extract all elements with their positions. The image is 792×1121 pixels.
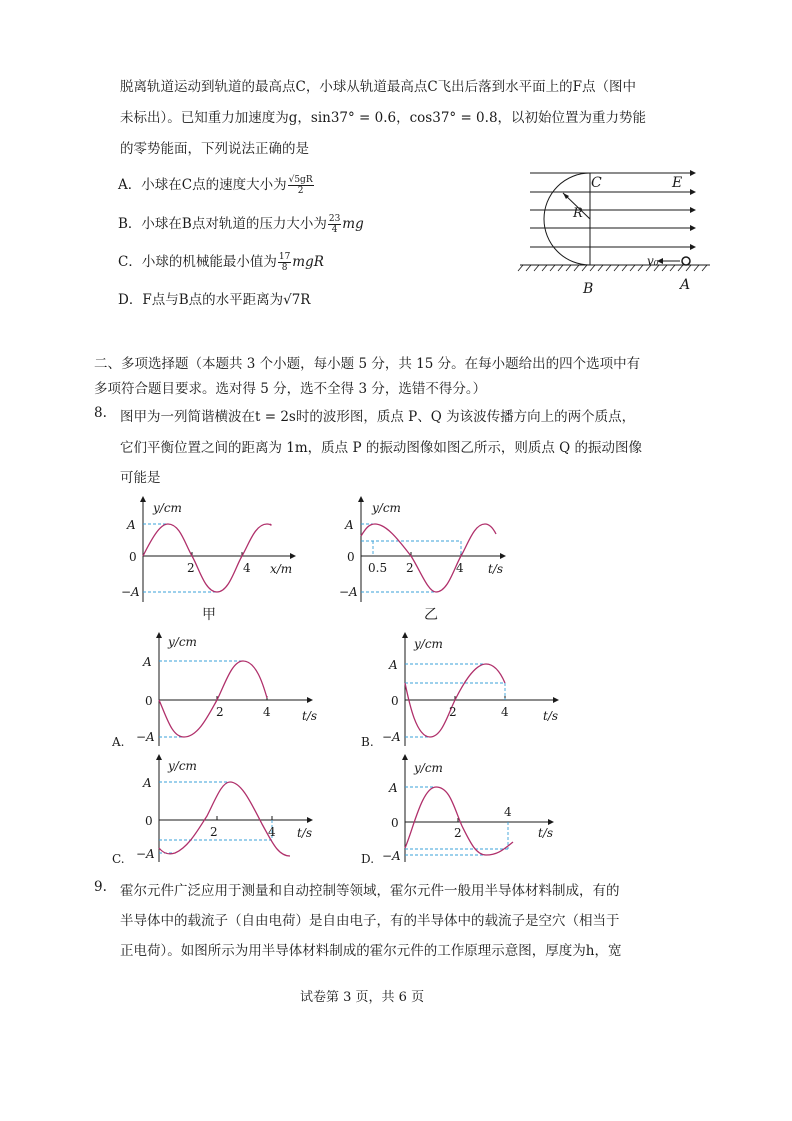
option-a-graph [112,628,327,753]
tick-2: 2 [406,561,414,575]
q7-option-c-numerator: 17 [278,252,291,262]
neg-amp-label: −A [121,585,140,599]
tick-4: 4 [504,805,512,819]
label-r: R [573,206,583,221]
neg-amp-label: −A [136,847,155,861]
zero-label: 0 [347,550,355,564]
option-d-label: D. [361,852,375,866]
option-a-label: A. [112,735,125,749]
amp-label: A [389,658,398,672]
q7-stem-line3: 的零势能面，下列说法正确的是 [120,141,309,157]
label-b: B [583,281,594,295]
wave-curve [143,524,271,592]
q7-option-a [118,173,315,196]
neg-amp-label: −A [339,585,358,599]
option-c-curve [159,782,290,856]
q9-line1: 霍尔元件广泛应用于测量和自动控制等领域，霍尔元件一般用半导体材料制成，有的 [120,883,620,899]
label-v0: v₀ [647,254,659,268]
q7-stem-line1: 脱离轨道运动到轨道的最高点C，小球从轨道最高点C飞出后落到水平面上的F点（图中 [120,79,637,95]
page-footer: 试卷第 3 页，共 6 页 [300,990,425,1005]
q8-number: 8. [94,405,107,421]
tick-4: 4 [456,561,464,575]
q7-stem-line2: 未标出）。已知重力加速度为g，sin37° = 0.6，cos37° = 0.8，以初始位置为重力势能 [120,110,647,126]
x-axis-label: t/s [543,709,559,723]
q7-option-b-denominator: 4 [331,225,338,235]
q7-option-d: D．F点与B点的水平距离为√7R [118,292,311,308]
option-b-label: B. [361,735,374,749]
vibration-curve-p [361,524,496,592]
option-c-label: C. [112,852,125,866]
zero-label: 0 [145,694,153,708]
q9-line2: 半导体中的载流子（自由电荷）是自由电子，有的半导体中的载流子是空穴（相当于 [120,913,620,929]
option-a-curve [159,661,267,737]
zero-label: 0 [145,814,153,828]
ball [682,257,690,265]
neg-amp-label: −A [382,849,401,863]
y-axis-label: y/cm [414,761,443,775]
section2-line1: 二、多项选择题（本题共 3 个小题，每小题 5 分，共 15 分。在每小题给出的四个选项中有 [94,356,641,372]
neg-amp-label: −A [136,730,155,744]
y-axis-label: y/cm [414,637,443,651]
tick-4: 4 [268,825,276,839]
y-axis-label: y/cm [168,635,197,649]
semicircle-track [544,173,590,265]
label-a: A [680,277,691,293]
amp-label: A [127,518,136,532]
amp-label: A [389,781,398,795]
zero-label: 0 [129,550,137,564]
y-axis-label: y/cm [168,759,197,773]
y-axis-label: y/cm [372,501,401,515]
q7-option-b-unit: mg [342,216,364,232]
amp-label: A [143,655,152,669]
zero-label: 0 [391,816,399,830]
q7-option-c-unit: mgR [292,254,324,270]
q7-option-a-denominator: 2 [297,186,304,196]
label-c: C [591,175,602,191]
graph-jia [105,494,300,609]
q8-line1: 图甲为一列简谐横波在t = 2s时的波形图，质点 P、Q 为该波传播方向上的两个质点， [120,409,636,425]
amp-label: A [345,518,354,532]
q8-line3: 可能是 [120,470,161,486]
label-e: E [672,175,683,191]
q7-option-a-numerator: √5gR [288,175,313,185]
option-c-graph [112,750,327,868]
neg-amp-label: −A [382,730,401,744]
zero-label: 0 [391,694,399,708]
option-d-curve [405,787,513,855]
x-axis-label: t/s [538,826,554,840]
caption-jia: 甲 [202,607,216,623]
tick-2: 2 [449,705,457,719]
q7-option-b-numerator: 23 [328,214,341,224]
q7-option-c-text: C．小球的机械能最小值为 [118,254,277,270]
q8-line2: 它们平衡位置之间的距离为 1m，质点 P 的振动图像如图乙所示，则质点 Q 的振动图像 [120,440,642,456]
q7-option-c [118,250,324,273]
tick-2: 2 [216,705,224,719]
section2-line2: 多项符合题目要求。选对得 5 分，选不全得 3 分，选错不得分。） [94,381,487,397]
caption-yi: 乙 [424,607,438,623]
q9-number: 9. [94,879,107,895]
tick-4: 4 [263,705,271,719]
x-axis-label: x/m [270,562,293,576]
graph-yi [330,494,515,609]
tick-4: 4 [243,561,251,575]
tick-2: 2 [187,561,195,575]
tick-05: 0.5 [368,561,388,575]
x-axis-label: t/s [297,826,313,840]
q7-option-b [118,212,364,235]
x-axis-label: t/s [488,562,504,576]
amp-label: A [143,776,152,790]
q7-figure [515,165,715,295]
x-axis-label: t/s [302,709,318,723]
option-b-graph [358,628,573,753]
q7-option-c-denominator: 8 [281,263,288,273]
tick-2: 2 [454,826,462,840]
q9-line3: 正电荷）。如图所示为用半导体材料制成的霍尔元件的工作原理示意图，厚度为h，宽 [120,943,622,959]
q7-option-a-text: A．小球在C点的速度大小为 [118,177,287,193]
tick-2: 2 [210,825,218,839]
tick-4: 4 [501,705,509,719]
option-d-graph [358,750,573,868]
y-axis-label: y/cm [153,501,182,515]
q7-option-b-text: B．小球在B点对轨道的压力大小为 [118,216,327,232]
